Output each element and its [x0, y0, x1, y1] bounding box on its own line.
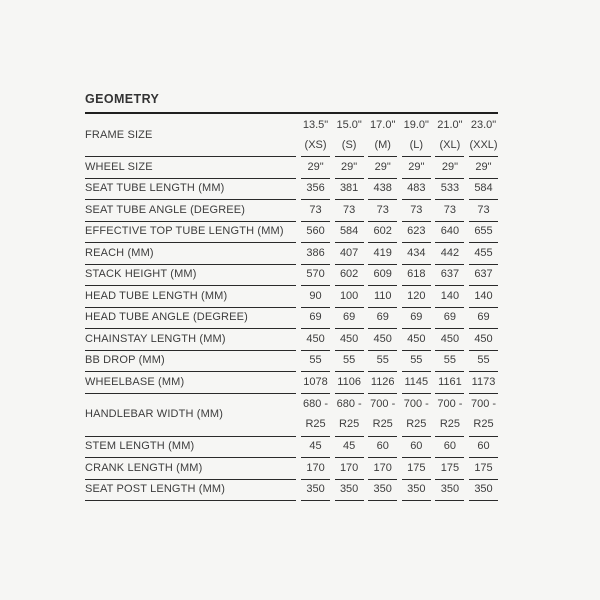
cell-value: 450	[301, 329, 330, 351]
cell-value-top: 680 -	[336, 398, 362, 410]
cell-value-top: 13.5"	[302, 118, 329, 131]
cell-value: 655	[469, 222, 498, 244]
cell-value: 29"	[402, 157, 431, 179]
table-row	[85, 308, 498, 330]
cell-value: 602	[335, 265, 364, 287]
table-row	[85, 437, 498, 459]
cell-value: 450	[435, 329, 464, 351]
table-row	[85, 179, 498, 201]
cell-value: 584	[469, 179, 498, 201]
cell-value: 419	[368, 243, 397, 265]
cell-value: 618	[402, 265, 431, 287]
cell-value: 60	[402, 437, 431, 459]
table-row	[85, 372, 498, 394]
table-row	[85, 243, 498, 265]
cell-value: 450	[469, 329, 498, 351]
cell-value: 110	[368, 286, 397, 308]
table-row	[85, 265, 498, 287]
cell-value: 350	[301, 480, 330, 502]
cell-value: 602	[368, 222, 397, 244]
cell-value	[435, 114, 464, 157]
cell-value	[402, 114, 431, 157]
cell-value: 170	[368, 458, 397, 480]
cell-value: 60	[435, 437, 464, 459]
row-label: SEAT TUBE ANGLE (DEGREE)	[85, 200, 296, 222]
cell-value: 69	[435, 308, 464, 330]
cell-value-top: 680 -	[302, 398, 329, 410]
cell-value-bottom: (XXL)	[469, 138, 498, 151]
cell-value-bottom: R25	[406, 418, 427, 430]
cell-value: 609	[368, 265, 397, 287]
cell-value-top: 19.0"	[403, 118, 429, 131]
cell-value	[368, 114, 397, 157]
row-label: FRAME SIZE	[85, 114, 296, 157]
table-row	[85, 458, 498, 480]
table-row	[85, 286, 498, 308]
cell-value: 350	[469, 480, 498, 502]
cell-value: 73	[301, 200, 330, 222]
cell-value: 450	[402, 329, 431, 351]
cell-value: 73	[435, 200, 464, 222]
table-row	[85, 222, 498, 244]
cell-value-bottom: R25	[473, 418, 494, 430]
cell-value: 350	[435, 480, 464, 502]
cell-value: 637	[469, 265, 498, 287]
table-row	[85, 114, 498, 157]
row-label: WHEEL SIZE	[85, 157, 296, 179]
cell-value: 640	[435, 222, 464, 244]
cell-value: 90	[301, 286, 330, 308]
row-label: EFFECTIVE TOP TUBE LENGTH (MM)	[85, 222, 296, 244]
cell-value: 450	[368, 329, 397, 351]
cell-value: 623	[402, 222, 431, 244]
cell-value: 450	[335, 329, 364, 351]
cell-value-bottom: R25	[339, 418, 360, 430]
cell-value: 73	[469, 200, 498, 222]
row-label: STEM LENGTH (MM)	[85, 437, 296, 459]
table-row	[85, 394, 498, 437]
row-label: REACH (MM)	[85, 243, 296, 265]
cell-value: 45	[335, 437, 364, 459]
cell-value: 55	[402, 351, 431, 373]
cell-value: 455	[469, 243, 498, 265]
cell-value: 1145	[402, 372, 431, 394]
cell-value: 55	[469, 351, 498, 373]
cell-value: 100	[335, 286, 364, 308]
cell-value: 73	[402, 200, 431, 222]
cell-value: 570	[301, 265, 330, 287]
cell-value: 29"	[335, 157, 364, 179]
cell-value: 55	[335, 351, 364, 373]
cell-value: 170	[301, 458, 330, 480]
cell-value: 483	[402, 179, 431, 201]
cell-value-top: 700 -	[470, 398, 497, 410]
table-row	[85, 157, 498, 179]
cell-value: 350	[402, 480, 431, 502]
cell-value: 356	[301, 179, 330, 201]
cell-value	[368, 394, 397, 437]
cell-value: 60	[368, 437, 397, 459]
cell-value-top: 700 -	[370, 398, 396, 410]
cell-value: 69	[301, 308, 330, 330]
row-label: HEAD TUBE LENGTH (MM)	[85, 286, 296, 308]
cell-value: 69	[402, 308, 431, 330]
cell-value-bottom: (M)	[374, 138, 391, 151]
cell-value-top: 21.0"	[437, 118, 463, 131]
cell-value-bottom: R25	[372, 418, 393, 430]
cell-value: 584	[335, 222, 364, 244]
cell-value: 120	[402, 286, 431, 308]
row-label: STACK HEIGHT (MM)	[85, 265, 296, 287]
row-label: WHEELBASE (MM)	[85, 372, 296, 394]
cell-value: 637	[435, 265, 464, 287]
cell-value: 1078	[301, 372, 330, 394]
cell-value: 1161	[435, 372, 464, 394]
cell-value: 350	[335, 480, 364, 502]
cell-value: 1173	[469, 372, 498, 394]
cell-value: 175	[435, 458, 464, 480]
cell-value-bottom: (XL)	[439, 138, 461, 151]
cell-value: 170	[335, 458, 364, 480]
row-label: HANDLEBAR WIDTH (MM)	[85, 394, 296, 437]
cell-value: 386	[301, 243, 330, 265]
cell-value	[402, 394, 431, 437]
cell-value: 55	[368, 351, 397, 373]
cell-value: 175	[402, 458, 431, 480]
cell-value: 1126	[368, 372, 397, 394]
cell-value: 1106	[335, 372, 364, 394]
cell-value: 140	[435, 286, 464, 308]
row-label: SEAT TUBE LENGTH (MM)	[85, 179, 296, 201]
cell-value: 442	[435, 243, 464, 265]
section-title: GEOMETRY	[85, 92, 498, 114]
table-row	[85, 329, 498, 351]
cell-value: 560	[301, 222, 330, 244]
cell-value	[469, 114, 498, 157]
table-row	[85, 200, 498, 222]
cell-value: 73	[335, 200, 364, 222]
row-label: BB DROP (MM)	[85, 351, 296, 373]
cell-value: 29"	[301, 157, 330, 179]
table-row	[85, 480, 498, 502]
cell-value: 69	[469, 308, 498, 330]
cell-value: 434	[402, 243, 431, 265]
cell-value: 45	[301, 437, 330, 459]
cell-value: 69	[335, 308, 364, 330]
cell-value	[335, 394, 364, 437]
cell-value: 533	[435, 179, 464, 201]
cell-value: 55	[301, 351, 330, 373]
cell-value-bottom: R25	[305, 418, 326, 430]
cell-value: 73	[368, 200, 397, 222]
cell-value: 381	[335, 179, 364, 201]
cell-value-top: 15.0"	[336, 118, 362, 131]
cell-value	[335, 114, 364, 157]
cell-value	[435, 394, 464, 437]
cell-value: 350	[368, 480, 397, 502]
cell-value-bottom: (XS)	[304, 138, 327, 151]
cell-value-bottom: (S)	[341, 138, 357, 151]
row-label: HEAD TUBE ANGLE (DEGREE)	[85, 308, 296, 330]
row-label: SEAT POST LENGTH (MM)	[85, 480, 296, 502]
cell-value: 140	[469, 286, 498, 308]
cell-value-top: 23.0"	[470, 118, 497, 131]
cell-value: 29"	[368, 157, 397, 179]
cell-value-top: 700 -	[437, 398, 463, 410]
cell-value-bottom: R25	[439, 418, 460, 430]
cell-value	[301, 394, 330, 437]
cell-value-top: 17.0"	[370, 118, 396, 131]
cell-value: 60	[469, 437, 498, 459]
cell-value-top: 700 -	[403, 398, 429, 410]
cell-value: 438	[368, 179, 397, 201]
cell-value	[301, 114, 330, 157]
table-row	[85, 351, 498, 373]
geometry-table	[85, 114, 498, 501]
cell-value-bottom: (L)	[409, 138, 424, 151]
cell-value: 407	[335, 243, 364, 265]
cell-value: 69	[368, 308, 397, 330]
cell-value	[469, 394, 498, 437]
cell-value: 29"	[435, 157, 464, 179]
cell-value: 29"	[469, 157, 498, 179]
row-label: CHAINSTAY LENGTH (MM)	[85, 329, 296, 351]
cell-value: 55	[435, 351, 464, 373]
geometry-section	[85, 92, 498, 501]
row-label: CRANK LENGTH (MM)	[85, 458, 296, 480]
cell-value: 175	[469, 458, 498, 480]
